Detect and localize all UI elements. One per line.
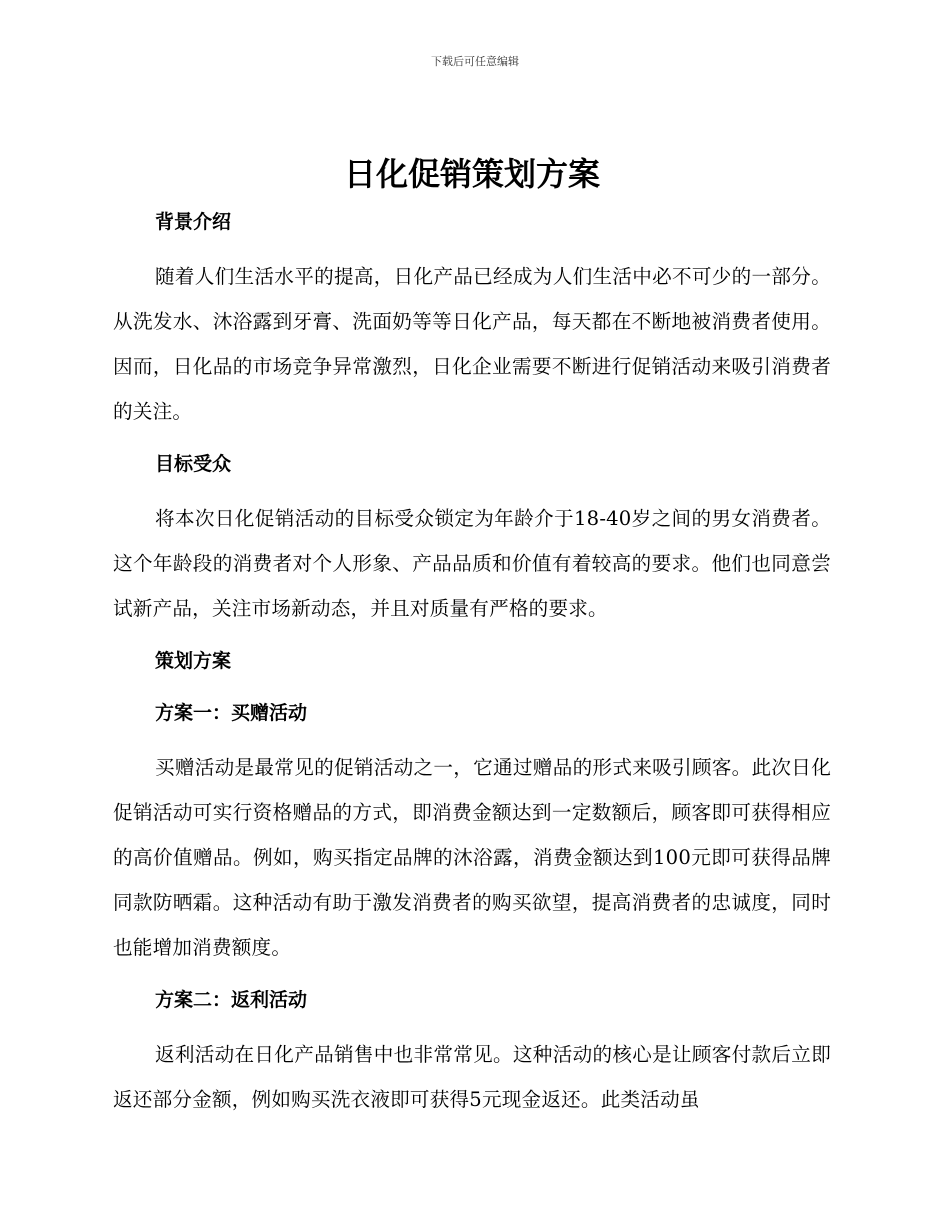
section-background (113, 202, 831, 434)
section-plan-one (113, 693, 831, 970)
section-plan (113, 641, 831, 681)
document-body (113, 150, 831, 1132)
document-title: 日化促销策划方案 (343, 155, 600, 193)
subsection-heading: 方案一：买赠活动 (155, 702, 308, 724)
page-header-note: 下载后可任意编辑 (431, 55, 519, 68)
section-plan-two (113, 980, 831, 1122)
section-paragraph: 返利活动在日化产品销售中也非常常见。这种活动的核心是让顾客付款后立即返还部分金额，例如购买洗衣液即可获得5元现金返还。此类活动虽 (113, 1043, 831, 1111)
subsection-heading: 方案二：返利活动 (155, 989, 308, 1011)
section-heading: 目标受众 (155, 453, 232, 475)
section-audience (113, 444, 831, 631)
section-paragraph: 买赠活动是最常见的促销活动之一，它通过赠品的形式来吸引顾客。此次日化促销活动可实行资格赠品的方式，即消费金额达到一定数额后，顾客即可获得相应的高价值赠品。例如，购买指定品牌的沐浴露，消费金额达到100元即可获得品牌同款防晒霜。这种活动有助于激发消费者的购买欲望，提高消费者的忠诚度，同时也能增加消费额度。 (113, 756, 831, 959)
section-paragraph: 将本次日化促销活动的目标受众锁定为年龄介于18-40岁之间的男女消费者。这个年龄段的消费者对个人形象、产品品质和价值有着较高的要求。他们也同意尝试新产品，关注市场新动态，并且对质量有严格的要求。 (113, 507, 831, 620)
section-heading: 策划方案 (155, 650, 232, 672)
section-paragraph: 随着人们生活水平的提高，日化产品已经成为人们生活中必不可少的一部分。从洗发水、沐浴露到牙膏、洗面奶等等日化产品，每天都在不断地被消费者使用。因而，日化品的市场竞争异常激烈，日化企业需要不断进行促销活动来吸引消费者的关注。 (113, 265, 831, 423)
section-heading: 背景介绍 (155, 211, 232, 233)
